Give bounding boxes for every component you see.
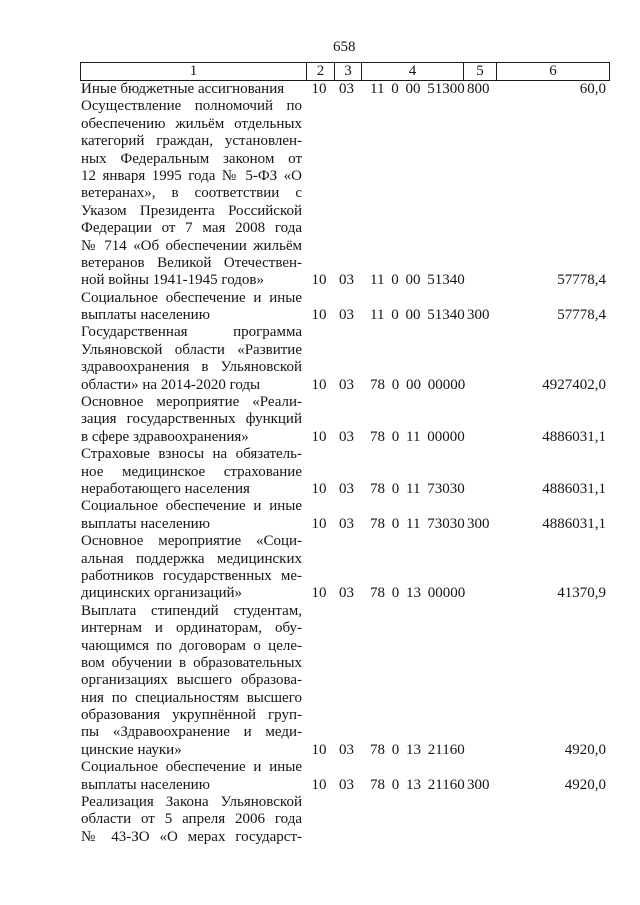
amount-cell: 60,0 xyxy=(579,81,606,97)
column-header-3: 3 xyxy=(334,63,361,80)
table-row xyxy=(80,759,608,794)
table-row xyxy=(80,498,608,533)
table-body xyxy=(80,81,608,846)
section-code-cell: 10 xyxy=(311,307,327,324)
section-code-cell xyxy=(305,829,333,846)
row-title-cell xyxy=(80,324,305,394)
row-title-line: Реализация Закона Ульяновской xyxy=(81,794,302,811)
table-row xyxy=(80,446,608,498)
subsection-code-cell: 03 xyxy=(339,741,354,758)
target-article-code-cell: 78 0 00 00000 xyxy=(370,376,466,393)
expense-type-code-cell: 800 xyxy=(467,81,490,97)
row-title-line: Иные бюджетные ассигнования xyxy=(81,81,285,97)
target-article-code-cell: 78 0 11 00000 xyxy=(370,428,465,445)
row-title-cell xyxy=(80,794,305,846)
amount-cell: 4927402,0 xyxy=(542,376,606,393)
expense-type-code-cell xyxy=(462,429,495,446)
table-row xyxy=(80,794,608,846)
amount-cell: 4920,0 xyxy=(564,741,606,758)
row-title-cell xyxy=(80,394,305,446)
target-article-code-cell: 78 0 11 73030 xyxy=(370,515,465,532)
row-title-line: Социальное обеспечение и иные xyxy=(81,289,302,306)
row-title-cell xyxy=(80,98,305,289)
row-title-cell xyxy=(80,498,305,533)
column-header-5: 5 xyxy=(463,63,496,80)
row-title-line: выплаты населению xyxy=(81,515,210,532)
row-title-line: ния по специальностям высшего xyxy=(81,689,302,706)
row-title-line: области» на 2014-2020 годы xyxy=(81,376,261,393)
row-title-line: вом обучении в образовательных xyxy=(81,654,302,671)
section-code-cell: 10 xyxy=(311,480,327,497)
column-header-1: 1 xyxy=(189,63,198,79)
row-title-line: пы «Здравоохранение и меди- xyxy=(81,724,302,741)
table-row xyxy=(80,394,608,446)
row-title-line: выплаты населению xyxy=(81,307,210,324)
row-title-line: неработающего населения xyxy=(81,480,250,497)
expense-type-code-cell: 300 xyxy=(467,515,490,532)
row-title-line: 12 января 1995 года № 5-ФЗ «О xyxy=(81,167,302,184)
row-title-line: чающимся по договорам о целе- xyxy=(81,637,302,654)
subsection-code-cell: 03 xyxy=(339,776,354,793)
subsection-code-cell: 03 xyxy=(339,307,354,324)
expense-type-code-cell: 300 xyxy=(467,307,490,324)
table-header xyxy=(80,62,610,81)
row-title-line: ветеранов Великой Отечествен- xyxy=(81,254,302,271)
target-article-code-cell: 78 0 13 21160 xyxy=(370,741,465,758)
row-title-line: работников государственных ме- xyxy=(81,567,302,584)
row-title-line: здравоохранения в Ульяновской xyxy=(81,359,302,376)
target-article-code-cell xyxy=(360,829,462,846)
section-code-cell: 10 xyxy=(311,428,327,445)
target-article-code-cell: 78 0 13 00000 xyxy=(370,585,466,602)
subsection-code-cell: 03 xyxy=(339,585,354,602)
subsection-code-cell: 03 xyxy=(339,515,354,532)
row-title-line: ных Федеральным законом от xyxy=(81,150,302,167)
target-article-code-cell: 78 0 11 73030 xyxy=(370,480,465,497)
table-row xyxy=(80,324,608,394)
row-title-line: ной войны 1941-1945 годов» xyxy=(81,272,264,289)
row-title-line: № 714 «Об обеспечении жильём xyxy=(81,237,302,254)
target-article-code-cell: 11 0 00 51300 xyxy=(370,81,465,97)
row-title-line: № 43-ЗО «О мерах государст- xyxy=(81,828,302,845)
section-code-cell: 10 xyxy=(311,81,327,97)
row-title-line: Основное мероприятие «Соци- xyxy=(81,533,302,550)
expense-type-code-cell xyxy=(462,829,495,846)
table-row xyxy=(80,98,608,289)
expense-type-code-cell xyxy=(462,742,495,759)
row-title-cell xyxy=(80,81,305,98)
page-number: 658 xyxy=(333,39,356,55)
row-title-cell xyxy=(80,290,305,325)
row-title-cell xyxy=(80,759,305,794)
row-title-line: интернам и ординаторам, обу- xyxy=(81,620,302,637)
row-title-line: ное медицинское страхование xyxy=(81,463,302,480)
row-title-line: области от 5 апреля 2006 года xyxy=(81,811,302,828)
section-code-cell: 10 xyxy=(311,272,327,289)
target-article-code-cell: 11 0 00 51340 xyxy=(370,272,465,289)
subsection-code-cell: 03 xyxy=(339,272,354,289)
subsection-code-cell: 03 xyxy=(339,376,354,393)
amount-cell: 4920,0 xyxy=(564,776,606,793)
row-title-line: Осуществление полномочий по xyxy=(81,98,302,115)
row-title-line: Ульяновской области «Развитие xyxy=(81,341,302,358)
expense-type-code-cell xyxy=(462,272,495,289)
expense-type-code-cell xyxy=(462,585,495,602)
row-title-line: дицинских организаций» xyxy=(81,585,242,602)
subsection-code-cell: 03 xyxy=(339,480,354,497)
row-title-line: Основное мероприятие «Реали- xyxy=(81,394,302,411)
row-title-line: образования укрупнённой груп- xyxy=(81,707,302,724)
amount-cell: 57778,4 xyxy=(557,307,606,324)
target-article-code-cell: 11 0 00 51340 xyxy=(370,307,465,324)
row-title-line: зация государственных функций xyxy=(81,411,302,428)
row-title-line: обеспечению жильём отдельных xyxy=(81,115,302,132)
row-title-line: выплаты населению xyxy=(81,776,210,793)
expense-type-code-cell: 300 xyxy=(467,776,490,793)
row-title-cell xyxy=(80,533,305,603)
amount-cell: 41370,9 xyxy=(557,585,606,602)
row-title-line: организациях высшего образова- xyxy=(81,672,302,689)
section-code-cell: 10 xyxy=(311,776,327,793)
subsection-code-cell xyxy=(333,829,360,846)
row-title-line: Указом Президента Российской xyxy=(81,202,302,219)
target-article-code-cell: 78 0 13 21160 xyxy=(370,776,465,793)
column-header-4: 4 xyxy=(361,63,463,80)
row-title-line: категорий граждан, установлен- xyxy=(81,133,302,150)
section-code-cell: 10 xyxy=(311,741,327,758)
amount-cell: 57778,4 xyxy=(557,272,606,289)
section-code-cell: 10 xyxy=(311,585,327,602)
row-title-line: Социальное обеспечение и иные xyxy=(81,498,302,515)
row-title-line: Государственная программа xyxy=(81,324,302,341)
subsection-code-cell: 03 xyxy=(339,81,354,97)
row-title-line: альная поддержка медицинских xyxy=(81,550,302,567)
table-row xyxy=(80,290,608,325)
row-title-cell xyxy=(80,446,305,498)
column-header-2: 2 xyxy=(306,63,334,80)
row-title-line: Страховые взносы на обязатель- xyxy=(81,446,302,463)
amount-cell: 4886031,1 xyxy=(542,428,606,445)
expense-type-code-cell xyxy=(462,481,495,498)
section-code-cell: 10 xyxy=(311,515,327,532)
row-title-line: Федерации от 7 мая 2008 года xyxy=(81,220,302,237)
subsection-code-cell: 03 xyxy=(339,428,354,445)
table-row xyxy=(80,603,608,760)
row-title-cell xyxy=(80,603,305,760)
table-row xyxy=(80,81,608,98)
expense-type-code-cell xyxy=(462,377,495,394)
table-row xyxy=(80,533,608,603)
section-code-cell: 10 xyxy=(311,376,327,393)
column-header-6: 6 xyxy=(496,63,609,80)
row-title-line: ветеранах», в соответствии с xyxy=(81,185,302,202)
row-title-line: в сфере здравоохранения» xyxy=(81,428,249,445)
amount-cell xyxy=(495,829,608,846)
row-title-line: цинские науки» xyxy=(81,741,182,758)
row-title-line: Социальное обеспечение и иные xyxy=(81,759,302,776)
row-title-line: Выплата стипендий студентам, xyxy=(81,602,302,619)
amount-cell: 4886031,1 xyxy=(542,480,606,497)
amount-cell: 4886031,1 xyxy=(542,515,606,532)
